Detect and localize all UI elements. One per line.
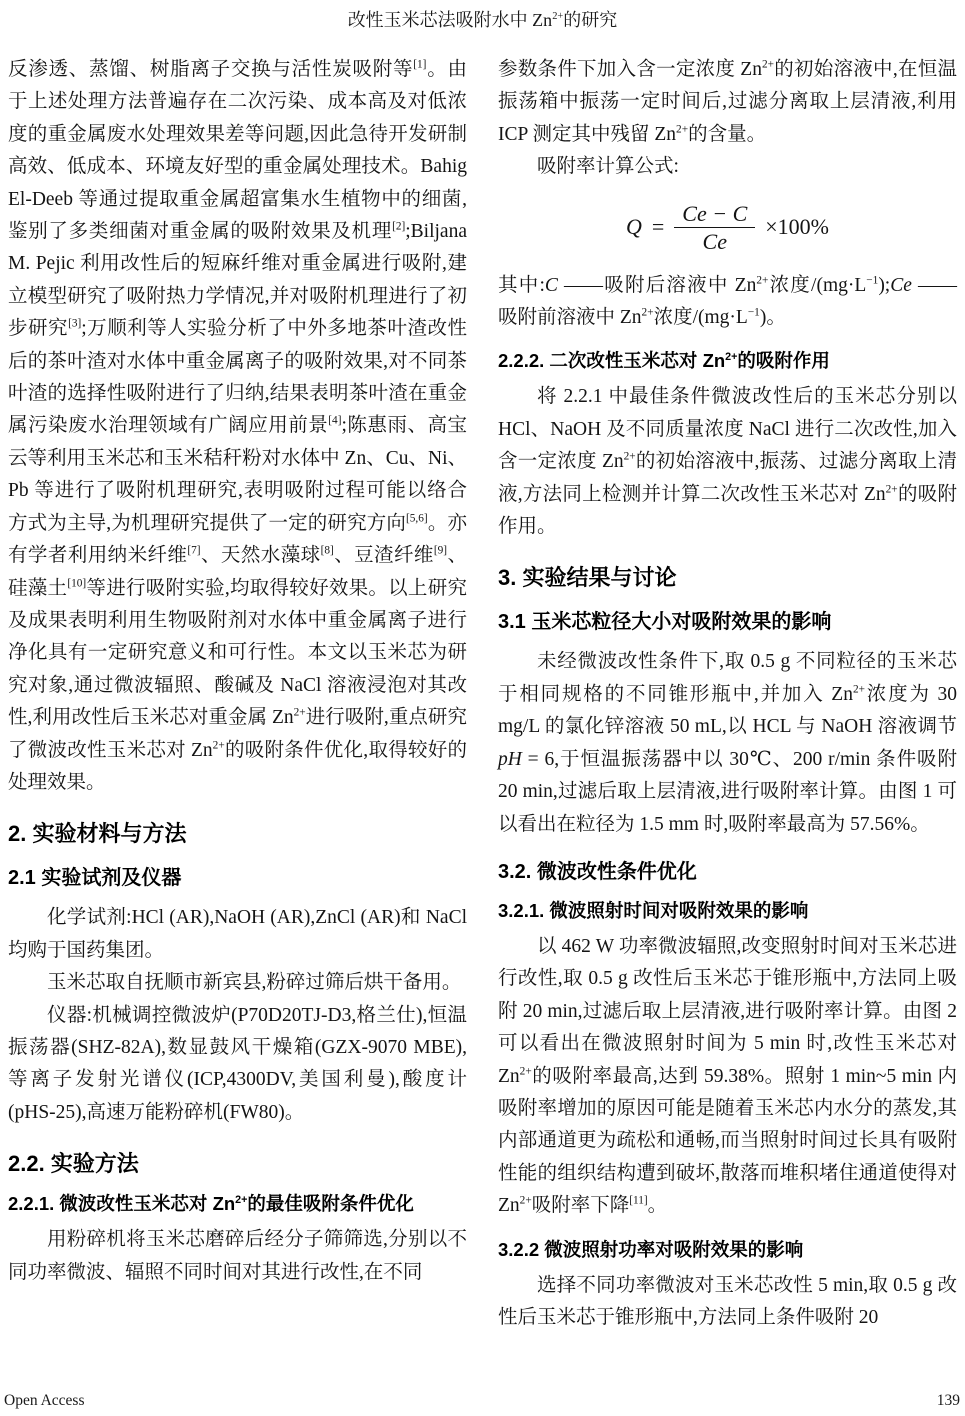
superscript: [5,6] bbox=[406, 512, 428, 525]
section-heading bbox=[498, 1238, 957, 1261]
superscript: [7] bbox=[187, 544, 201, 557]
text-run: 改性玉米芯法吸附水中 Zn bbox=[347, 10, 553, 30]
superscript: 2+ bbox=[756, 274, 769, 287]
text-run: 参数条件下加入含一定浓度 Zn bbox=[498, 59, 762, 80]
text-run: 、天然水藻球 bbox=[200, 545, 321, 567]
superscript: [1] bbox=[413, 58, 427, 71]
text-run: 浓度/(mg·L bbox=[653, 307, 748, 329]
superscript: 2+ bbox=[235, 1194, 248, 1207]
superscript: 2+ bbox=[623, 450, 636, 463]
paragraph bbox=[8, 54, 467, 799]
section-heading bbox=[498, 610, 957, 634]
text-run: 的吸附条件优化,取得较好的处理效果。 bbox=[8, 739, 467, 793]
text-run: 玉米芯取自抚顺市新宾县,粉碎过筛后烘干备用。 bbox=[47, 972, 462, 994]
superscript: 2+ bbox=[552, 11, 564, 22]
superscript: 2+ bbox=[725, 351, 738, 364]
text-run: 2.1 实验试剂及仪器 bbox=[8, 867, 182, 890]
formula-numerator: Ce − C bbox=[674, 200, 755, 229]
column-left bbox=[8, 54, 467, 1334]
section-heading bbox=[498, 860, 957, 884]
text-run: ;万顺利等人实验分析了中外多地茶叶渣改性后的茶叶渣对水体中重金属离子的吸附效果,对不同茶叶渣的选择性吸附进行了归纳,结果表明茶叶渣在重金属污染废水治理领域有广阔应用前景 bbox=[8, 318, 467, 437]
text-run: 的初始溶液中,振荡、过滤分离取上清液,方法同上检测并计算二次改性玉米芯对 Zn bbox=[498, 451, 957, 505]
text-run: ;Biljana M. Pejic 利用改性后的短麻纤维对重金属进行吸附,建立模型研究了吸附热力学情况,并对吸附机理进行了初步研究 bbox=[8, 221, 467, 340]
superscript: 2+ bbox=[852, 683, 865, 696]
superscript: 2+ bbox=[519, 1065, 532, 1078]
text-run: ——吸附前溶液中 Zn bbox=[498, 274, 958, 329]
superscript: [3] bbox=[68, 317, 82, 330]
text-run: 以 462 W 功率微波辐照,改变照射时间对玉米芯进行改性,取 0.5 g 改性后玉米芯于锥形瓶中,方法同上吸附 20 min,过滤后取上层清液,进行吸附率计算。由图 2 可以看出在微波照射时间为 5 min 时,改性玉米芯对 Zn bbox=[498, 935, 957, 1087]
formula-lhs: Q bbox=[625, 214, 642, 240]
section-heading bbox=[8, 821, 467, 847]
paragraph bbox=[8, 1000, 467, 1130]
text-run: 将 2.2.1 中最佳条件微波改性后的玉米芯分别以 HCl、NaOH 及不同质量浓度 NaCl 进行二次改性,加入含一定浓度 Zn bbox=[498, 386, 957, 473]
superscript: [4] bbox=[328, 414, 342, 427]
text-run: 2.2. 实验方法 bbox=[8, 1151, 139, 1177]
paragraph bbox=[498, 1270, 957, 1335]
footer-page-number: 139 bbox=[936, 1392, 960, 1409]
superscript: 2+ bbox=[519, 1194, 532, 1207]
paragraph bbox=[498, 54, 957, 151]
text-run: 用粉碎机将玉米芯磨碎后经分子筛筛选,分别以不同功率微波、辐照不同时间对其进行改性,在不同 bbox=[8, 1229, 467, 1283]
text-run: 2.2.1. 微波改性玉米芯对 Zn bbox=[8, 1193, 236, 1215]
text-run: 的含量。 bbox=[688, 123, 767, 145]
two-column-body bbox=[8, 54, 958, 1334]
text-run: 仪器:机械调控微波炉(P70D20TJ-D3,格兰仕),恒温振荡器(SHZ-82A),数显鼓风干燥箱(GZX-9070 MBE),等离子发射光谱仪(ICP,4300DV,美国利曼),酸度计(pHS-25),高速万能粉碎机(FW80)。 bbox=[8, 1004, 467, 1123]
text-run: 的吸附作用。 bbox=[498, 483, 957, 538]
paragraph bbox=[498, 151, 957, 183]
section-heading bbox=[8, 866, 467, 890]
formula-equals: = bbox=[651, 214, 665, 240]
section-heading bbox=[498, 565, 957, 591]
text-run: ——吸附后溶液中 Zn bbox=[557, 274, 757, 296]
text-run: 3.2.2 微波照射功率对吸附效果的影响 bbox=[498, 1238, 804, 1260]
text-run: 、硅藻土 bbox=[8, 545, 467, 599]
text-run: 、豆渣纤维 bbox=[333, 545, 434, 567]
text-run: 选择不同功率微波对玉米芯改性 5 min,取 0.5 g 改性后玉米芯于锥形瓶中,方法同上条件吸附 20 bbox=[498, 1274, 957, 1328]
paragraph bbox=[498, 381, 957, 543]
superscript: −1 bbox=[866, 274, 879, 287]
text-run: 的吸附率最高,达到 59.38%。照射 1 min~5 min 内吸附率增加的原因可能是随着玉米芯内水分的蒸发,其内部通道更为疏松和通畅,而当照射时间过长具有吸附性能的组织结构遭到破坏,散落而堆积堵住通道使得对 Zn bbox=[498, 1065, 957, 1217]
text-run: 的吸附作用 bbox=[737, 350, 830, 372]
superscript: [9] bbox=[433, 544, 448, 557]
text-run: 吸附率下降 bbox=[531, 1195, 630, 1217]
superscript: −1 bbox=[747, 306, 760, 319]
text-run: 未经微波改性条件下,取 0.5 g 不同粒径的玉米芯于相同规格的不同锥形瓶中,并加入 Zn bbox=[498, 651, 957, 705]
superscript: 2+ bbox=[641, 306, 654, 319]
superscript: 2+ bbox=[676, 123, 689, 136]
text-run: ); bbox=[878, 274, 891, 296]
superscript: [11] bbox=[629, 1194, 648, 1207]
text-run: 3. 实验结果与讨论 bbox=[498, 565, 677, 591]
text-run: 反渗透、蒸馏、树脂离子交换与活性炭吸附等 bbox=[8, 59, 414, 80]
superscript: 2+ bbox=[293, 706, 306, 719]
text-run: Ce bbox=[890, 274, 912, 296]
superscript: [8] bbox=[320, 544, 334, 557]
section-heading bbox=[8, 1151, 467, 1177]
section-heading bbox=[498, 899, 957, 922]
paragraph bbox=[498, 646, 957, 840]
column-right bbox=[498, 54, 957, 1334]
text-run: C bbox=[544, 274, 558, 296]
footer-journal-label: Open Access bbox=[4, 1392, 85, 1409]
text-run: 。 bbox=[647, 1195, 668, 1217]
text-run: 浓度/(mg·L bbox=[768, 274, 867, 296]
text-run: 等进行吸附实验,均取得较好效果。以上研究及成果表明利用生物吸附剂对水体中重金属离子进行净化具有一定研究意义和可行性。本文以玉米芯为研究对象,通过微波辐照、酸碱及 NaCl 溶液浸泡对其改性,利用改性后玉米芯对重金属 Zn bbox=[8, 577, 467, 729]
text-run: 。由于上述处理方法普遍存在二次污染、成本高及对低浓度的重金属废水处理效果差等问题,因此急待开发研制高效、低成本、环境友好型的重金属处理技术。Bahig El-Deeb 等通过提取重金属超富集水生植物中的细菌,鉴别了多类细菌对重金属的吸附效果及机理 bbox=[8, 59, 467, 243]
text-run: 2. 实验材料与方法 bbox=[8, 821, 187, 847]
formula-denominator: Ce bbox=[702, 229, 727, 255]
text-run: 的最佳吸附条件优化 bbox=[247, 1193, 414, 1215]
superscript: [2] bbox=[392, 220, 406, 233]
text-run: 进行吸附,重点研究了微波改性玉米芯对 Zn bbox=[8, 707, 467, 761]
section-heading bbox=[498, 349, 957, 372]
text-run: 的研究 bbox=[563, 10, 618, 30]
formula-fraction bbox=[674, 200, 755, 256]
text-run: ;陈惠雨、高宝云等利用玉米芯和玉米秸秆粉对水体中 Zn、Cu、Ni、Pb 等进行了吸附机理研究,表明吸附过程可能以络合方式为主导,为机理研究提供了一定的研究方向 bbox=[8, 415, 467, 534]
paragraph bbox=[8, 967, 467, 999]
section-heading bbox=[8, 1192, 467, 1215]
text-run: = 6,于恒温振荡器中以 30℃、200 r/min 条件吸附 20 min,过滤后取上层清液,进行吸附率计算。由图 1 可以看出在粒径为 1.5 mm 时,吸附率最高为 57.56%。 bbox=[498, 748, 957, 835]
text-run: 。亦有学者利用纳米纤维 bbox=[8, 512, 467, 567]
text-run: 3.2. 微波改性条件优化 bbox=[498, 860, 697, 883]
text-run: 吸附率计算公式: bbox=[537, 156, 679, 178]
superscript: 2+ bbox=[212, 739, 225, 752]
paragraph bbox=[498, 931, 957, 1223]
text-run: )。 bbox=[759, 307, 786, 329]
page-footer bbox=[4, 1392, 960, 1410]
text-run: 的初始溶液中,在恒温振荡箱中振荡一定时间后,过滤分离取上层清液,利用 ICP 测定其中残留 Zn bbox=[498, 59, 957, 145]
text-run: pH bbox=[498, 748, 522, 770]
paragraph bbox=[498, 270, 957, 335]
running-head-title bbox=[0, 6, 965, 32]
text-run: 3.1 玉米芯粒径大小对吸附效果的影响 bbox=[498, 611, 832, 634]
text-run: 化学试剂:HCl (AR),NaOH (AR),ZnCl (AR)和 NaCl 均购于国药集团。 bbox=[8, 907, 467, 961]
formula-suffix: ×100% bbox=[765, 214, 829, 240]
adsorption-rate-formula bbox=[498, 200, 957, 256]
text-run: 2.2.2. 二次改性玉米芯对 Zn bbox=[498, 350, 726, 372]
paragraph bbox=[8, 1224, 467, 1289]
text-run: 浓度为 30 mg/L 的氯化锌溶液 50 mL,以 HCL 与 NaOH 溶液调节 bbox=[498, 683, 957, 738]
superscript: [10] bbox=[67, 577, 87, 589]
paragraph bbox=[8, 902, 467, 967]
text-run: 其中: bbox=[498, 274, 545, 296]
superscript: 2+ bbox=[761, 58, 774, 71]
text-run: 3.2.1. 微波照射时间对吸附效果的影响 bbox=[498, 899, 809, 921]
superscript: 2+ bbox=[885, 483, 898, 496]
